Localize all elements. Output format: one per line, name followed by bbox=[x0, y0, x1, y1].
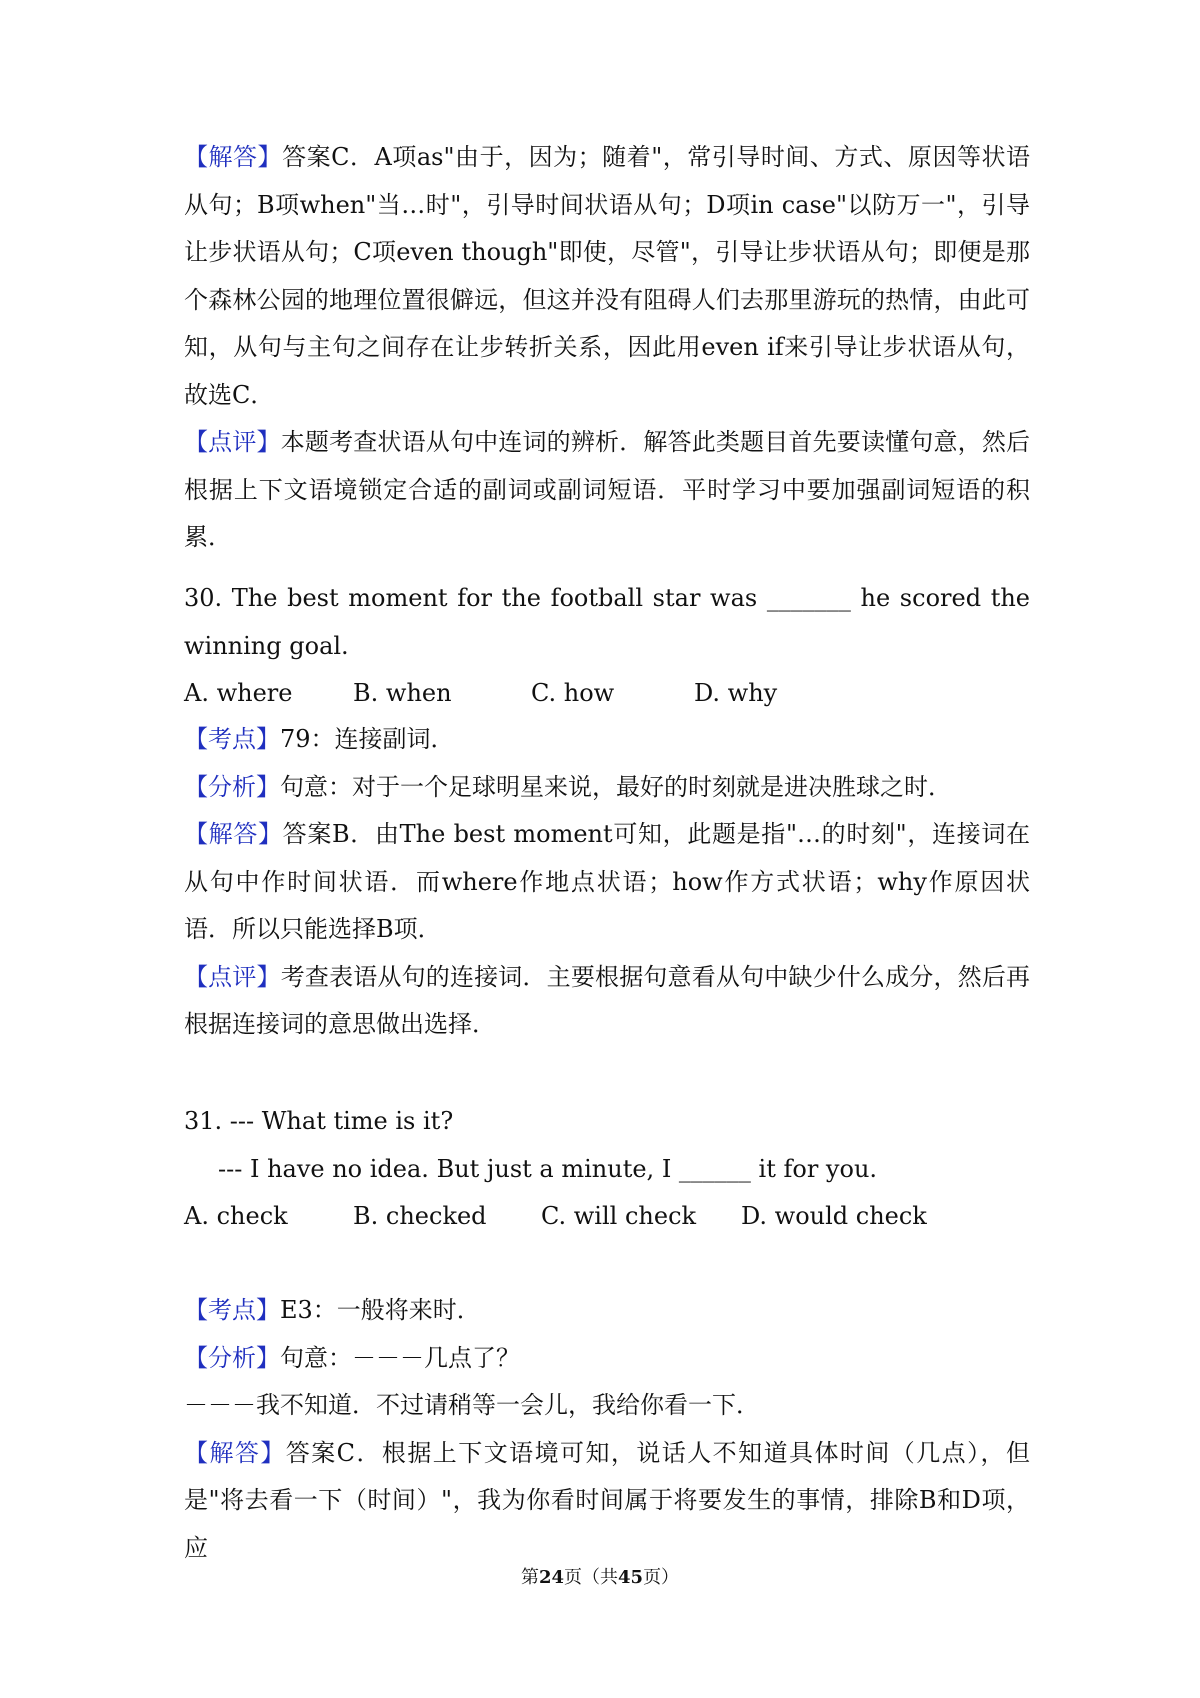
comment-text: 本题考查状语从句中连词的辨析．解答此类题目首先要读懂句意，然后根据上下文语境锁定合适的副词或副词短语．平时学习中要加强副词短语的积累． bbox=[184, 428, 1031, 551]
q29-tail-section bbox=[184, 134, 1030, 562]
kaodian-tag: 【考点】 bbox=[184, 1296, 280, 1324]
footer-total-pages: 45 bbox=[618, 1567, 644, 1588]
q31-section bbox=[184, 1098, 1030, 1241]
q30-option-c: C. how bbox=[531, 679, 615, 707]
q30-kaodian bbox=[184, 716, 1030, 764]
comment-tag: 【点评】 bbox=[184, 428, 281, 456]
q30-comment-paragraph bbox=[184, 954, 1030, 1049]
q30-section bbox=[184, 575, 1030, 718]
fenxi-text: 句意：－－－几点了？ bbox=[280, 1343, 520, 1372]
kaodian-tag: 【考点】 bbox=[184, 725, 280, 753]
footer-prefix: 第 bbox=[520, 1567, 539, 1588]
q29-comment-paragraph bbox=[184, 419, 1030, 562]
kaodian-text: 79：连接副词． bbox=[280, 725, 455, 753]
q30-option-b: B. when bbox=[353, 679, 452, 707]
comment-text: 考查表语从句的连接词．主要根据句意看从句中缺少什么成分，然后再根据连接词的意思做出选择． bbox=[184, 962, 1031, 1038]
footer-page-number: 24 bbox=[538, 1567, 564, 1588]
q31-question-line2: --- I have no idea. But just a minute, I ______ it for you. bbox=[218, 1154, 878, 1183]
q30-question: 30. The best moment for the football star was _______ he scored the winning goal. bbox=[184, 584, 1030, 660]
q31-option-a: A. check bbox=[184, 1202, 288, 1230]
q30-analysis-section bbox=[184, 716, 1030, 1049]
footer-suffix: 页） bbox=[643, 1567, 680, 1588]
answer-tag: 【解答】 bbox=[184, 143, 283, 171]
kaodian-text: E3：一般将来时． bbox=[280, 1296, 481, 1324]
q29-answer-paragraph bbox=[184, 134, 1030, 419]
q31-option-c: C. will check bbox=[541, 1202, 697, 1230]
answer-tag: 【解答】 bbox=[184, 1438, 286, 1467]
answer-text: 答案C．根据上下文语境可知，说话人不知道具体时间（几点），但是"将去看一下（时间）"，我为你看时间属于将要发生的事情，排除B和D项，应 bbox=[184, 1438, 1030, 1562]
q31-fenxi bbox=[184, 1335, 1030, 1383]
fenxi-tag: 【分析】 bbox=[184, 772, 280, 801]
fenxi-text: 句意：对于一个足球明星来说，最好的时刻就是进决胜球之时． bbox=[280, 772, 952, 801]
answer-text: 答案C．A项as"由于，因为；随着"，常引导时间、方式、原因等状语从句；B项when"当…时"，引导时间状语从句；D项in case"以防万一"，引导让步状语从句；C项even though"即使，尽管"，引导让步状语从句；即便是那个森林公园的地理位置很僻远，但这并没有阻碍人们去那里游玩的热情，由此可知，从句与主句之间存在让步转折关系，因此用even if来引导让步状语从句，故选C． bbox=[184, 143, 1030, 409]
q31-option-d: D. would check bbox=[741, 1202, 927, 1230]
answer-tag: 【解答】 bbox=[184, 820, 283, 848]
q30-options bbox=[184, 670, 1030, 718]
answer-text: 答案B．由The best moment可知，此题是指"…的时刻"，连接词在从句中作时间状语．而where作地点状语；how作方式状语；why作原因状语．所以只能选择B项． bbox=[184, 820, 1031, 943]
q31-analysis-section bbox=[184, 1287, 1030, 1572]
q30-fenxi bbox=[184, 764, 1030, 812]
fenxi-tag: 【分析】 bbox=[184, 1343, 280, 1372]
q31-options bbox=[184, 1193, 1030, 1241]
page-footer bbox=[0, 1566, 1200, 1590]
q31-question-line1: 31. --- What time is it? bbox=[184, 1107, 454, 1135]
footer-middle: 页（共 bbox=[564, 1567, 618, 1588]
q31-kaodian bbox=[184, 1287, 1030, 1335]
comment-tag: 【点评】 bbox=[184, 962, 281, 991]
q31-option-b: B. checked bbox=[353, 1202, 487, 1230]
q31-answer-paragraph bbox=[184, 1430, 1030, 1573]
q30-answer-paragraph bbox=[184, 811, 1030, 954]
q30-option-d: D. why bbox=[694, 679, 778, 707]
q30-option-a: A. where bbox=[184, 679, 293, 707]
q31-fenxi-line2: －－－我不知道．不过请稍等一会儿，我给你看一下． bbox=[184, 1391, 760, 1419]
